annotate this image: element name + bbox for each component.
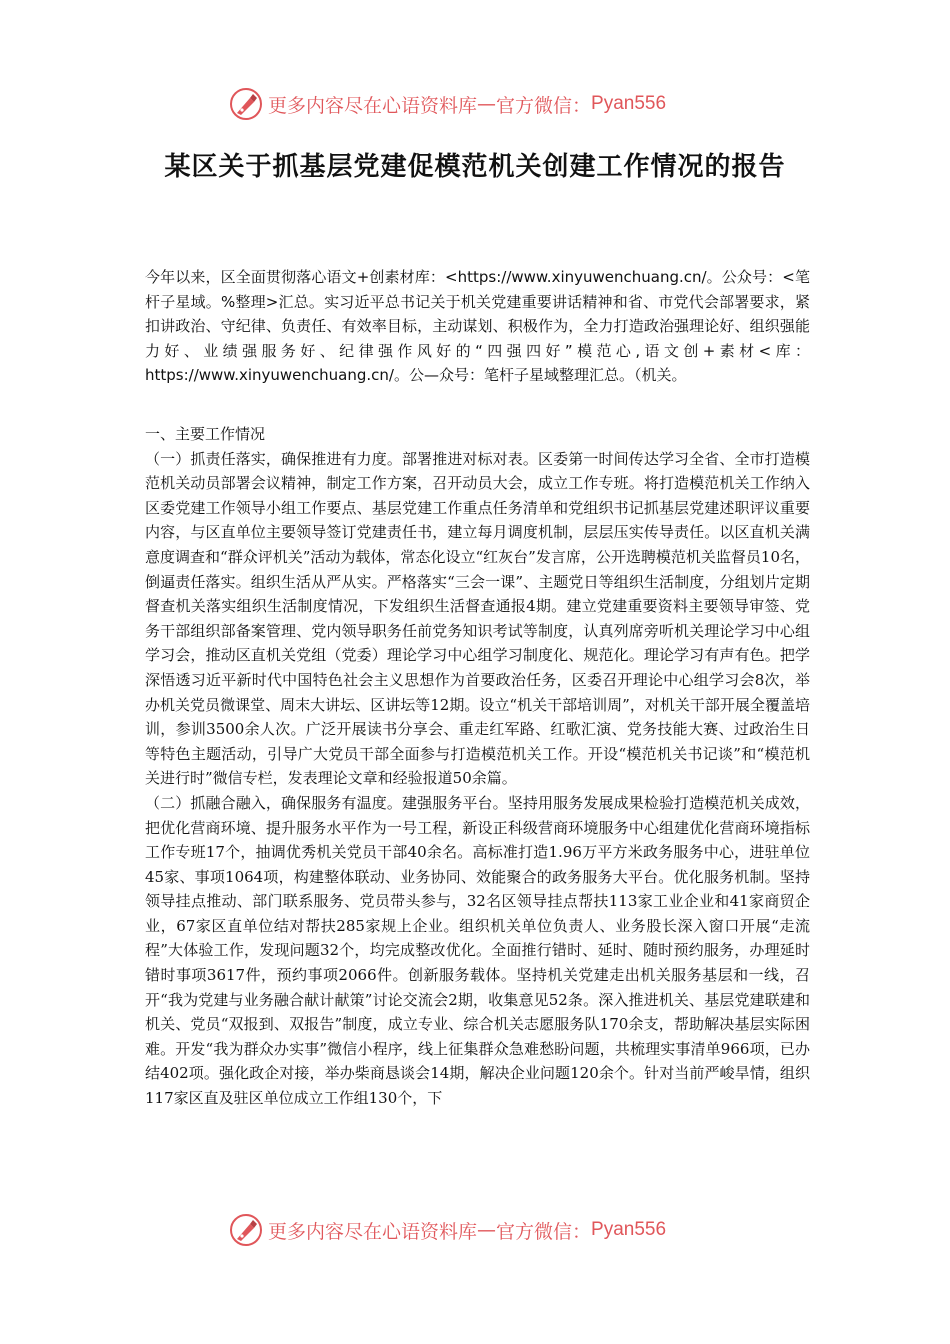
watermark-separator: — xyxy=(477,1219,497,1241)
intro-paragraph: 今年以来，区全面贯彻落心语文+创素材库：<https://www.xinyuwenchuang.cn/。公众号：<笔杆子星域。%整理>汇总。实习近平总书记关于机关党建重要讲话精神和省、市党代会部署要求，紧扣讲政治、守纪律、负责任、有效率目标，主动谋划、积极作为，全力打造政治强理论好、组织强能力好、业绩强服务好、纪律强作风好的“四强四好”模范心,语文创+素材<库：https://www.xinyuwenchuang.cn/。公—众号：笔杆子星域整理汇总。（机关。 xyxy=(145,268,810,384)
pen-nib-logo-icon xyxy=(228,86,264,122)
watermark-id: Pyan556 xyxy=(591,1219,667,1240)
watermark-banner-top xyxy=(228,84,666,124)
document-title: 某区关于抓基层党建促模范机关创建工作情况的报告 xyxy=(164,152,786,182)
body-paragraph-1: （一）抓责任落实，确保推进有力度。部署推进对标对表。区委第一时间传达学习全省、全市打造模范机关动员部署会议精神，制定工作方案，召开动员大会，成立工作专班。将打造模范机关工作纳入区委党建工作领导小组工作要点、基层党建工作重点任务清单和党组织书记抓基层党建述职评议重要内容，与区直单位主要领导签订党建责任书，建立每月调度机制，层层压实传导责任。以区直机关满意度调查和“群众评机关”活动为载体，常态化设立“红灰台”发言席，公开选聘模范机关监督员10名，倒逼责任落实。组织生活从严从实。严格落实“三会一课”、主题党日等组织生活制度，分组划片定期督查机关落实组织生活制度情况，下发组织生活督查通报4期。建立党建重要资料主要领导审签、党务干部组织部备案管理、党内领导职务任前党务知识考试等制度，认真列席旁听机关理论学习中心组学习会，推动区直机关党组（党委）理论学习中心组学习制度化、规范化。理论学习有声有色。把学深悟透习近平新时代中国特色社会主义思想作为首要政治任务，区委召开理论中心组学习会8次，举办机关党员微课堂、周末大讲坛、区讲坛等12期。设立“机关干部培训周”，对机关干部开展全覆盖培训，参训3500余人次。广泛开展读书分享会、重走红军路、红歌汇演、党务技能大赛、过政治生日等特色主题活动，引导广大党员干部全面参与打造模范机关工作。开设“模范机关书记谈”和“模范机关进行时”微信专栏，发表理论文章和经验报道50余篇。 xyxy=(145,449,810,788)
watermark-text: 更多内容尽在心语资料库 xyxy=(268,94,478,117)
watermark-separator: — xyxy=(477,93,497,115)
watermark-label: 官方微信： xyxy=(496,94,592,117)
body-paragraph-2: （二）抓融合融入，确保服务有温度。建强服务平台。坚持用服务发展成果检验打造模范机关成效，把优化营商环境、提升服务水平作为一号工程，新设正科级营商环境服务中心组建优化营商环境指标工作专班17个，抽调优秀机关党员干部40余名。高标准打造1.96万平方米政务服务中心，进驻单位45家、事项1064项，构建整体联动、业务协同、效能聚合的政务服务大平台。优化服务机制。坚持领导挂点推动、部门联系服务、党员带头参与，32名区领导挂点帮扶113家工业企业和41家商贸企业，67家区直单位结对帮扶285家规上企业。组织机关单位负责人、业务股长深入窗口开展“走流程”大体验工作，发现问题32个，均完成整改优化。全面推行错时、延时、随时预约服务，办理延时错时事项3617件，预约事项2066件。创新服务载体。坚持机关党建走出机关服务基层和一线，召开“我为党建与业务融合献计献策”讨论交流会2期，收集意见52条。深入推进机关、基层党建联建和机关、党员“双报到、双报告”制度，成立专业、综合机关志愿服务队170余支，帮助解决基层实际困难。开发“我为群众办实事”微信小程序，线上征集群众急难愁盼问题，共梳理实事清单966项，已办结402项。强化政企对接，举办柴商恳谈会14期，解决企业问题120余个。针对当前严峻旱情，组织117家区直及驻区单位成立工作组130个，下 xyxy=(145,793,810,1108)
pen-nib-logo-icon xyxy=(228,1212,264,1248)
section-heading: 一、主要工作情况 xyxy=(145,425,266,443)
document-body xyxy=(145,422,810,1111)
watermark-banner-bottom xyxy=(228,1210,666,1250)
watermark-text: 更多内容尽在心语资料库 xyxy=(268,1220,478,1243)
watermark-label: 官方微信： xyxy=(496,1220,592,1243)
watermark-id: Pyan556 xyxy=(591,93,667,114)
